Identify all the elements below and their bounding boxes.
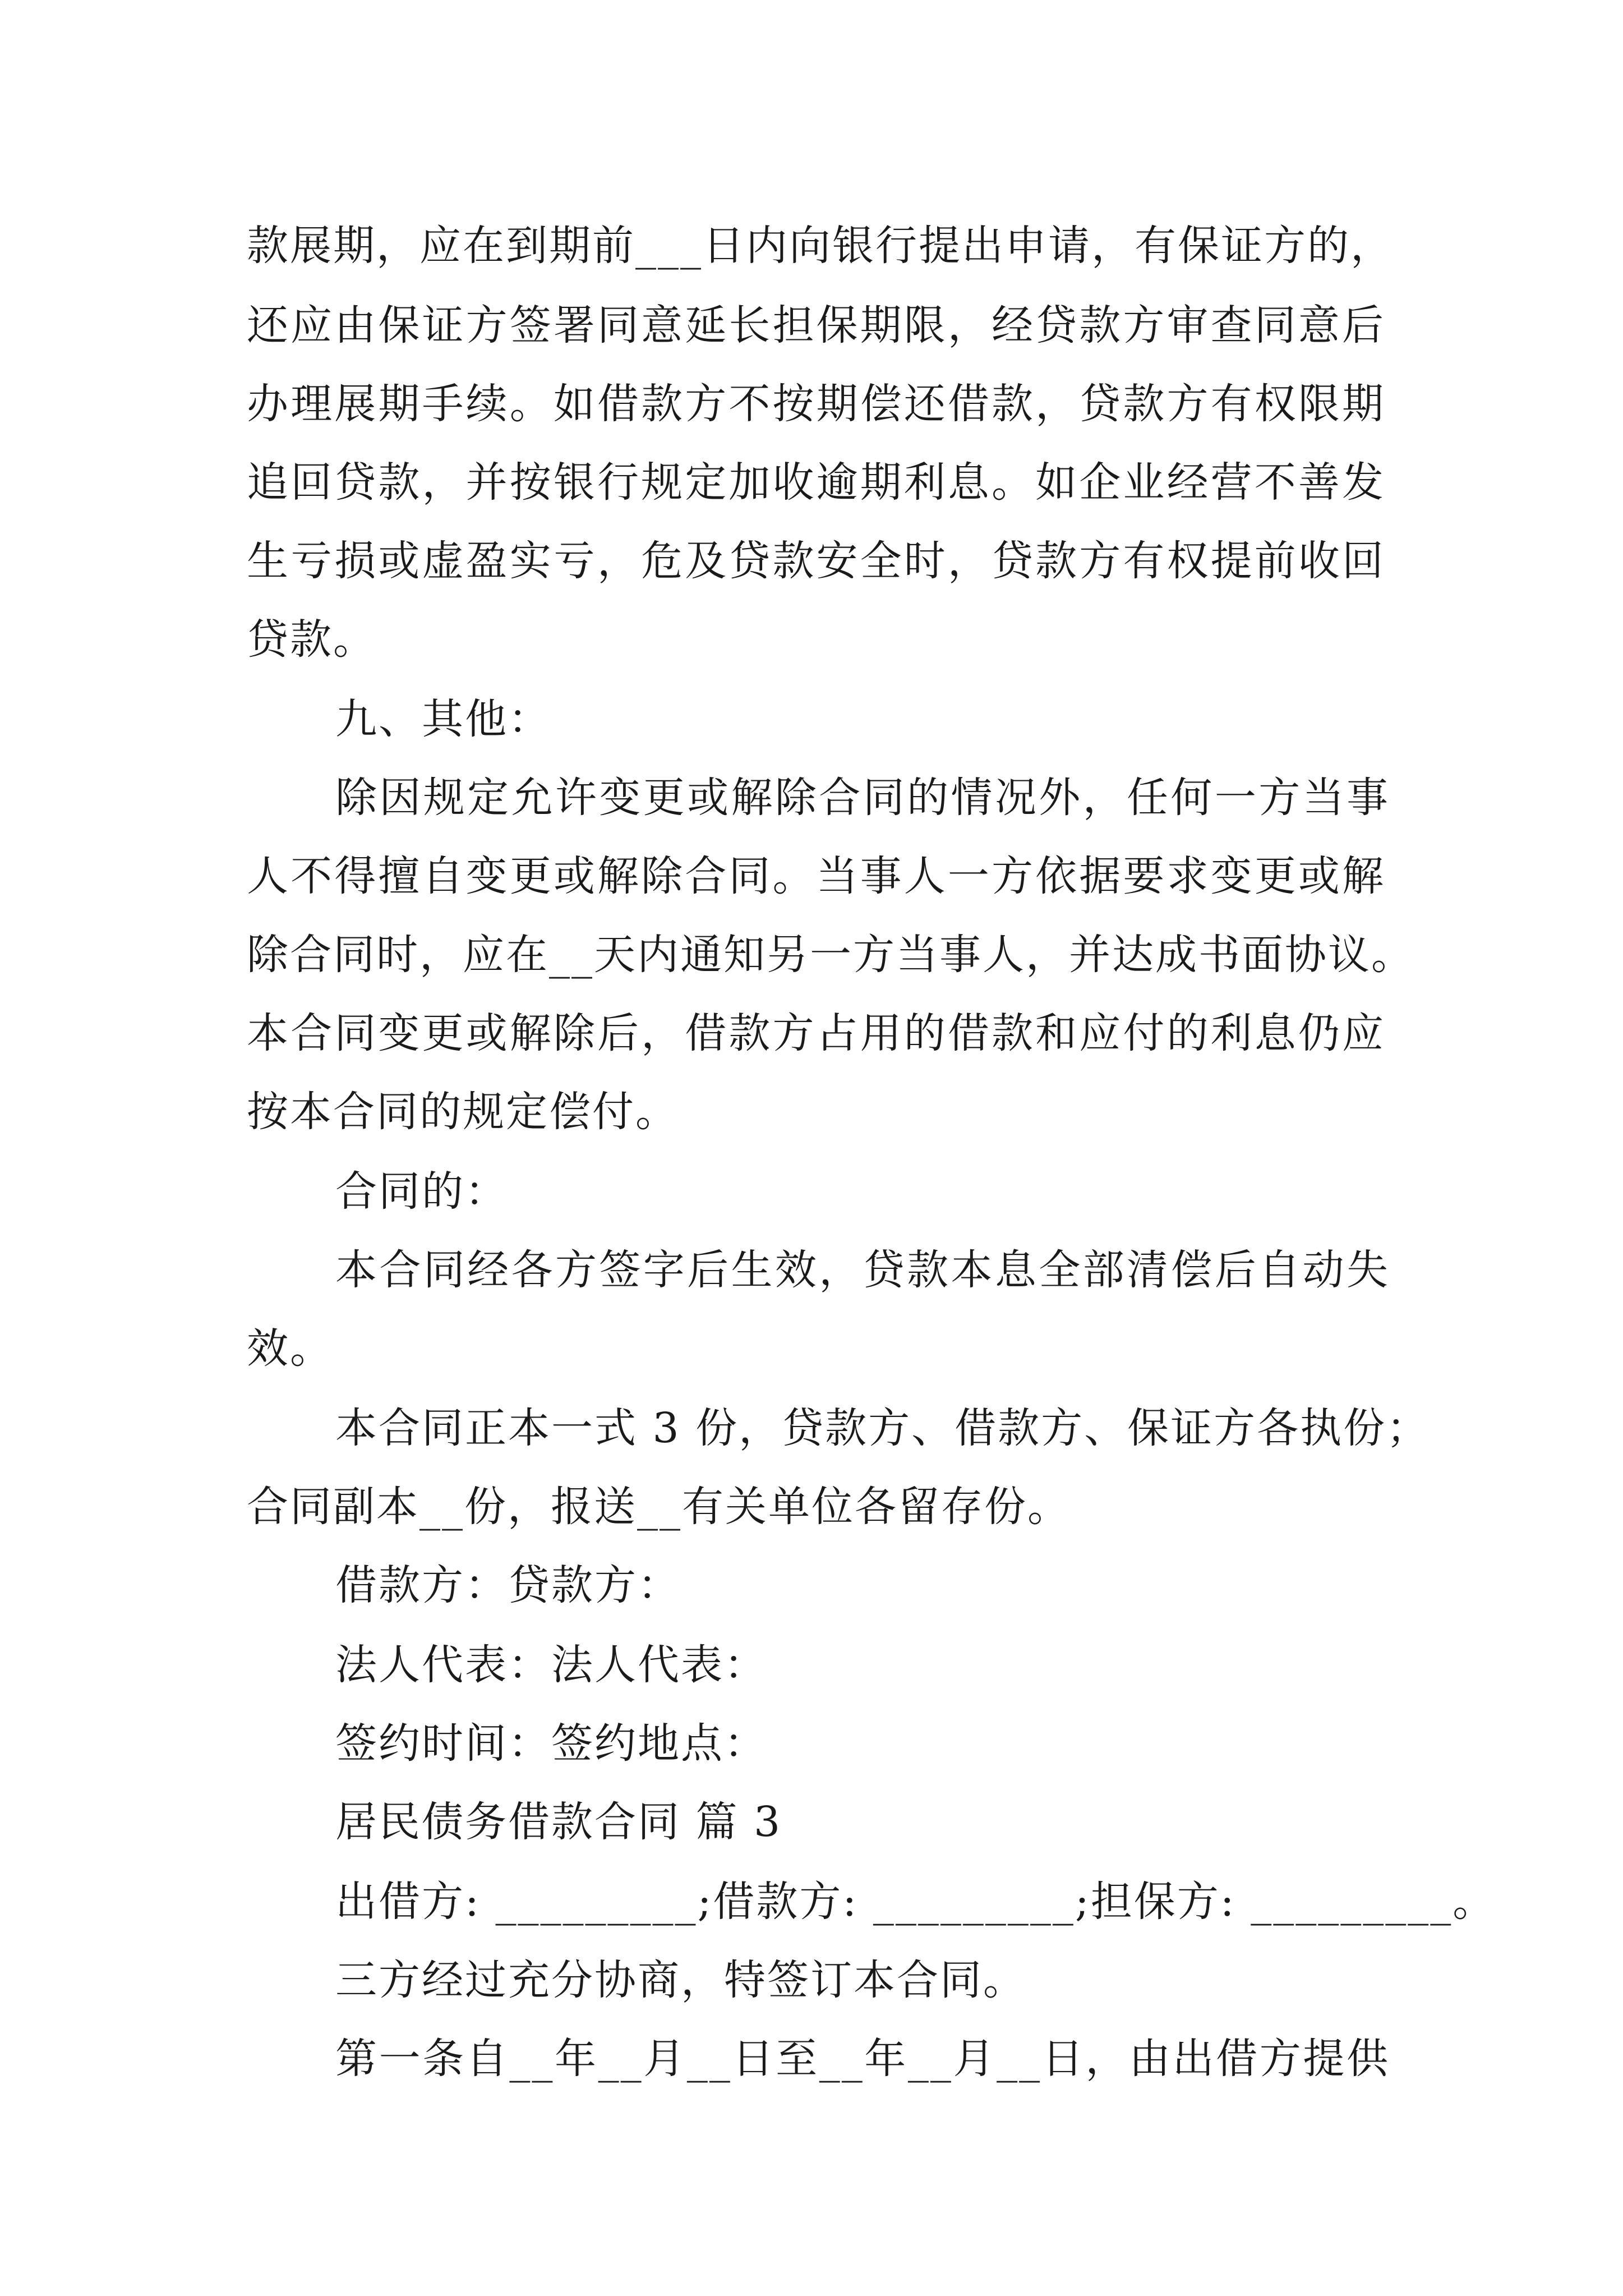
paragraph-line: 追回贷款，并按银行规定加收逾期利息。如企业经营不善发	[247, 458, 1385, 507]
paragraph-line: 还应由保证方签署同意延长担保期限，经贷款方审查同意后	[247, 301, 1385, 349]
paragraph-line: 三方经过充分协商，特签订本合同。	[335, 1956, 1026, 2004]
paragraph-line: 本合同变更或解除后，借款方占用的借款和应付的利息仍应	[247, 1009, 1385, 1057]
paragraph-line: 本合同经各方签字后生效，贷款本息全部清偿后自动失	[335, 1246, 1390, 1294]
paragraph-line: 除合同时，应在__天内通知另一方当事人，并达成书面协议。	[247, 931, 1414, 979]
contract-title: 居民债务借款合同 篇 3	[335, 1798, 782, 1846]
signature-line: 签约时间：签约地点：	[335, 1719, 767, 1768]
parties-line: 出借方: _________;借款方: _________;担保方: _________。	[335, 1878, 1496, 1926]
paragraph-line: 除因规定允许变更或解除合同的情况外，任何一方当事	[335, 774, 1390, 822]
paragraph-line: 第一条自__年__月__日至__年__月__日，由出借方提供	[335, 2035, 1390, 2083]
signature-line: 法人代表：法人代表：	[335, 1641, 767, 1689]
paragraph-line: 办理展期手续。如借款方不按期偿还借款，贷款方有权限期	[247, 380, 1385, 428]
paragraph-line: 款展期，应在到期前___日内向银行提出申请，有保证方的，	[247, 222, 1394, 270]
paragraph-line: 生亏损或虚盈实亏，危及贷款安全时，贷款方有权提前收回	[247, 537, 1385, 585]
paragraph-line: 效。	[247, 1324, 333, 1373]
paragraph-line: 按本合同的规定偿付。	[247, 1088, 679, 1136]
paragraph-line: 合同副本__份，报送__有关单位各留存份。	[247, 1483, 1071, 1531]
signature-line: 借款方：贷款方：	[335, 1561, 681, 1609]
section-heading: 合同的：	[335, 1167, 508, 1216]
paragraph-line: 人不得擅自变更或解除合同。当事人一方依据要求变更或解	[247, 852, 1385, 900]
paragraph-line: 本合同正本一式 3 份，贷款方、借款方、保证方各执份；	[335, 1404, 1430, 1452]
paragraph-line: 贷款。	[247, 615, 376, 664]
section-heading: 九、其他：	[335, 695, 551, 743]
